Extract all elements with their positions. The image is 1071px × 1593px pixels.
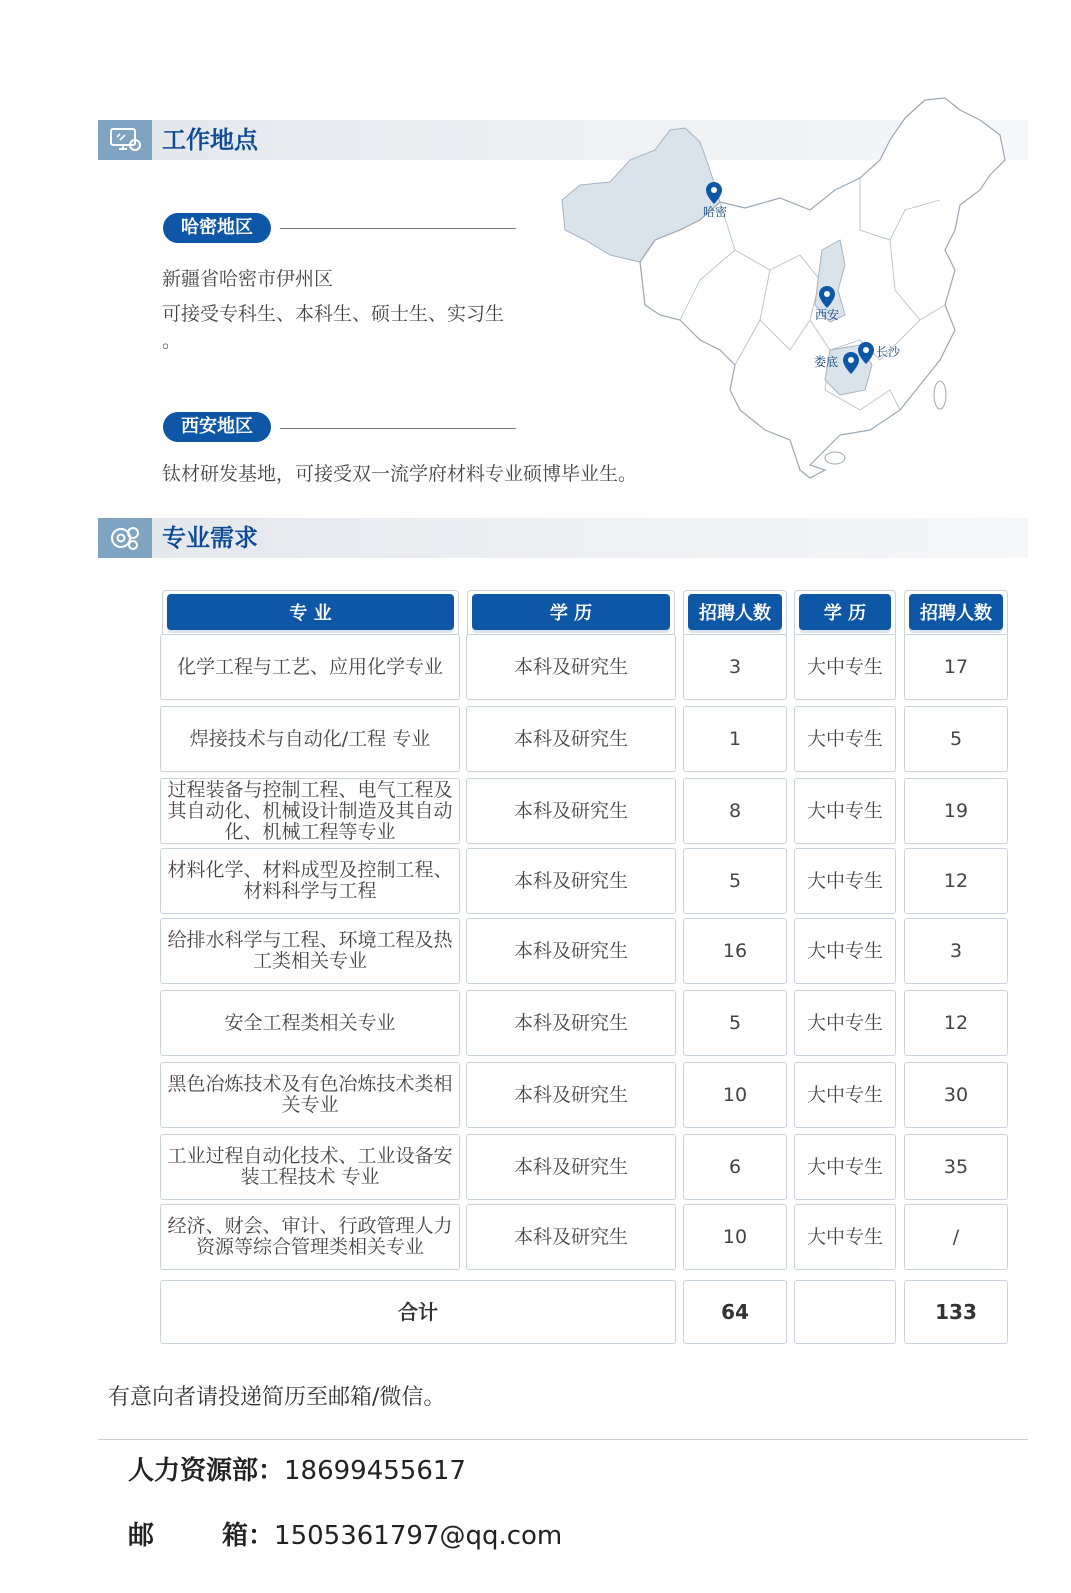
hami-address: 新疆省哈密市伊州区 xyxy=(162,268,334,290)
table-cell-major: 材料化学、材料成型及控制工程、材料科学与工程 xyxy=(160,848,460,914)
table-cell-count1: 16 xyxy=(683,918,787,984)
email-contact xyxy=(128,1515,562,1552)
footer-divider xyxy=(98,1439,1028,1440)
table-cell-edu1: 本科及研究生 xyxy=(466,706,676,772)
table-cell-major: 经济、财会、审计、行政管理人力资源等综合管理类相关专业 xyxy=(160,1204,460,1270)
hr-label: 人力资源部： xyxy=(128,1456,285,1486)
computer-icon xyxy=(98,120,152,160)
table-cell-major: 工业过程自动化技术、工业设备安装工程技术 专业 xyxy=(160,1134,460,1200)
table-cell-edu1: 本科及研究生 xyxy=(466,1204,676,1270)
table-cell-edu1: 本科及研究生 xyxy=(466,1134,676,1200)
table-cell-count1: 8 xyxy=(683,778,787,844)
table-cell-edu1: 本科及研究生 xyxy=(466,990,676,1056)
table-cell-edu2: 大中专生 xyxy=(794,778,896,844)
table-total-count2: 133 xyxy=(904,1280,1008,1344)
table-cell-major: 给排水科学与工程、环境工程及热工类相关专业 xyxy=(160,918,460,984)
table-header-major: 专 业 xyxy=(162,590,459,638)
table-cell-count2: / xyxy=(904,1204,1008,1270)
map-label-loudi: 娄底 xyxy=(814,355,839,369)
section-title-major-demand: 专业需求 xyxy=(162,524,258,552)
table-cell-edu2: 大中专生 xyxy=(794,706,896,772)
table-cell-major: 化学工程与工艺、应用化学专业 xyxy=(160,634,460,700)
table-cell-major: 过程装备与控制工程、电气工程及其自动化、机械设计制造及其自动化、机械工程等专业 xyxy=(160,778,460,844)
table-cell-count2: 5 xyxy=(904,706,1008,772)
table-cell-edu1: 本科及研究生 xyxy=(466,778,676,844)
table-cell-count2: 30 xyxy=(904,1062,1008,1128)
table-cell-count2: 19 xyxy=(904,778,1008,844)
table-total-label: 合计 xyxy=(160,1280,676,1344)
hr-contact xyxy=(128,1450,466,1487)
xian-description: 钛材研发基地，可接受双一流学府材料专业硕博毕业生。 xyxy=(162,463,638,485)
table-cell-count2: 12 xyxy=(904,848,1008,914)
hami-accept: 可接受专科生、本科生、硕士生、实习生 xyxy=(162,303,505,325)
map-label-changsha: 长沙 xyxy=(876,345,901,359)
table-cell-count1: 5 xyxy=(683,848,787,914)
table-cell-count2: 12 xyxy=(904,990,1008,1056)
email-address: 1505361797@qq.com xyxy=(274,1521,563,1551)
table-cell-count2: 3 xyxy=(904,918,1008,984)
region-badge-xian: 西安地区 xyxy=(163,412,271,442)
table-cell-edu1: 本科及研究生 xyxy=(466,848,676,914)
table-cell-count1: 10 xyxy=(683,1204,787,1270)
hainan-island xyxy=(825,452,845,464)
china-map xyxy=(560,90,1030,480)
table-cell-count2: 17 xyxy=(904,634,1008,700)
table-cell-count2: 35 xyxy=(904,1134,1008,1200)
map-label-hami: 哈密 xyxy=(703,205,728,219)
footer-note: 有意向者请投递简历至邮箱/微信。 xyxy=(108,1385,446,1410)
table-cell-edu1: 本科及研究生 xyxy=(466,918,676,984)
section-title-work-location: 工作地点 xyxy=(162,126,258,154)
table-header-edu2: 学 历 xyxy=(794,590,896,638)
table-cell-edu2: 大中专生 xyxy=(794,918,896,984)
table-total-count1: 64 xyxy=(683,1280,787,1344)
table-cell-edu2: 大中专生 xyxy=(794,990,896,1056)
table-cell-major: 黑色冶炼技术及有色冶炼技术类相关专业 xyxy=(160,1062,460,1128)
table-cell-edu1: 本科及研究生 xyxy=(466,634,676,700)
table-cell-count1: 1 xyxy=(683,706,787,772)
table-header-count2: 招聘人数 xyxy=(904,590,1008,638)
table-cell-major: 安全工程类相关专业 xyxy=(160,990,460,1056)
table-cell-edu2: 大中专生 xyxy=(794,848,896,914)
table-cell-edu2: 大中专生 xyxy=(794,1062,896,1128)
table-cell-count1: 5 xyxy=(683,990,787,1056)
region-badge-hami: 哈密地区 xyxy=(163,213,271,243)
email-label-b: 箱： xyxy=(222,1521,275,1551)
divider-line xyxy=(280,228,516,229)
hami-accept-end: 。 xyxy=(162,330,182,352)
table-total-edu2 xyxy=(794,1280,896,1344)
table-cell-count1: 6 xyxy=(683,1134,787,1200)
table-cell-edu2: 大中专生 xyxy=(794,634,896,700)
table-header-count1: 招聘人数 xyxy=(683,590,787,638)
table-cell-edu1: 本科及研究生 xyxy=(466,1062,676,1128)
table-cell-edu2: 大中专生 xyxy=(794,1134,896,1200)
email-label-a: 邮 xyxy=(128,1521,155,1551)
table-cell-count1: 10 xyxy=(683,1062,787,1128)
table-cell-edu2: 大中专生 xyxy=(794,1204,896,1270)
gears-icon xyxy=(98,518,152,558)
hr-phone: 18699455617 xyxy=(284,1456,466,1486)
table-cell-count1: 3 xyxy=(683,634,787,700)
divider-line xyxy=(280,428,516,429)
table-header-edu1: 学 历 xyxy=(467,590,675,638)
map-label-xian: 西安 xyxy=(815,308,840,322)
table-cell-major: 焊接技术与自动化/工程 专业 xyxy=(160,706,460,772)
taiwan-island xyxy=(934,381,946,409)
